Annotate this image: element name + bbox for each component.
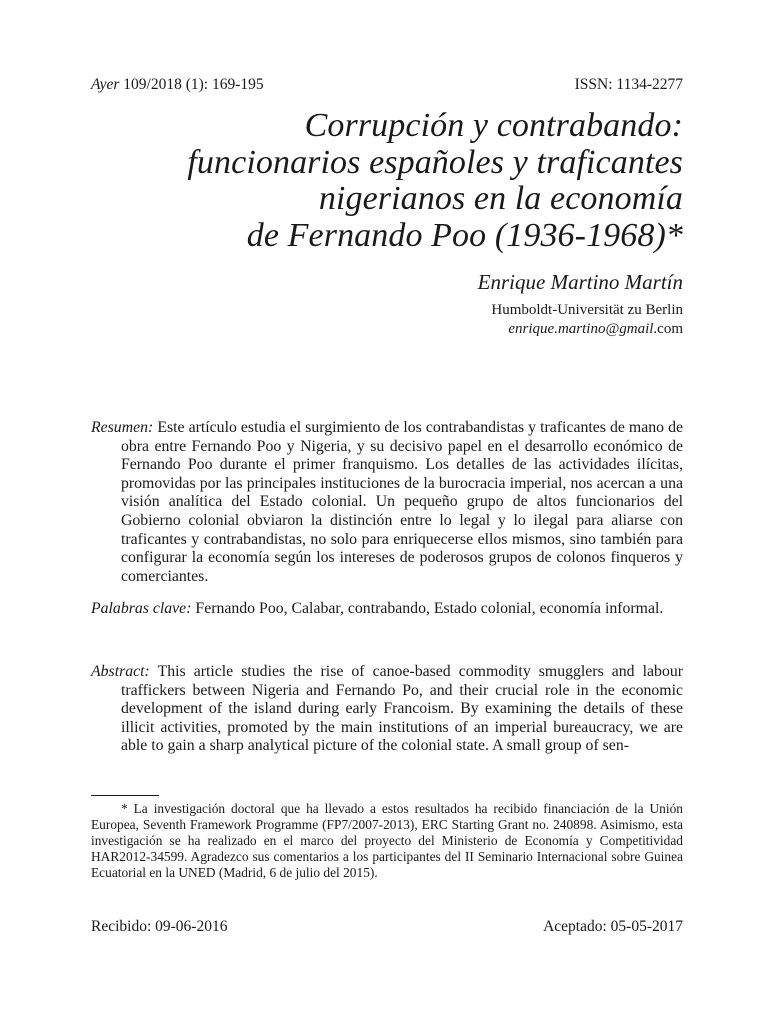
article-first-page xyxy=(91,0,683,1024)
title-line: de Fernando Poo (1936-1968)* xyxy=(246,216,683,254)
author-affiliation-block xyxy=(491,301,683,339)
resumen-section xyxy=(91,419,683,586)
keywords-paragraph xyxy=(91,600,683,619)
abstract-section xyxy=(91,663,683,756)
article-title xyxy=(91,108,683,254)
keywords-text: Fernando Poo, Calabar, contrabando, Estado colonial, economía informal. xyxy=(191,600,664,617)
journal-name: Ayer xyxy=(91,76,120,93)
author-name: Enrique Martino Martín xyxy=(477,270,683,294)
journal-citation xyxy=(91,76,264,94)
keywords-label: Palabras clave: xyxy=(91,600,192,617)
author-email[interactable] xyxy=(491,320,683,339)
abstract-text: This article studies the rise of canoe-based commodity smugglers and labour traffickers between Nigeria and Fernando Po, and their crucial role in the economic development of the island during early Francoism. By examining the details of these illicit activities, promoted by the main institutions of an imperial bureaucracy, we are able to gain a sharp analytical picture of the colonial state. A small group of sen- xyxy=(121,663,683,755)
abstract-paragraph xyxy=(91,663,683,756)
footnote-text: * La investigación doctoral que ha llevado a estos resultados ha recibido financiación de la Unión Europea, Seventh Framework Programme (FP7/2007-2013), ERC Starting Grant no. 240898. Asimismo, esta investigación se ha realizado en el marco del proyecto del Ministerio de Economía y Competitividad HAR2012-34599. Agradezco sus comentarios a los participantes del II Seminario Internacional sobre Guinea Ecuatorial en la UNED (Madrid, 6 de julio del 2015). xyxy=(91,801,683,880)
affiliation: Humboldt-Universität zu Berlin xyxy=(491,302,683,318)
title-line: Corrupción y contrabando: xyxy=(304,107,683,144)
email-domain: .com xyxy=(653,321,683,337)
keywords-section xyxy=(91,600,683,619)
accepted-date: Aceptado: 05-05-2017 xyxy=(543,918,683,935)
resumen-paragraph xyxy=(91,419,683,586)
submission-dates xyxy=(91,918,683,936)
resumen-label: Resumen: xyxy=(91,419,154,436)
received-date: Recibido: 09-06-2016 xyxy=(91,918,228,935)
abstract-label: Abstract: xyxy=(91,663,150,680)
footnote xyxy=(91,801,683,881)
footnote-divider xyxy=(91,795,159,796)
issn: ISSN: 1134-2277 xyxy=(574,76,683,93)
journal-issue: 109/2018 (1): 169-195 xyxy=(119,76,264,93)
title-line: funcionarios españoles y traficantes xyxy=(187,143,683,181)
resumen-text: Este artículo estudia el surgimiento de los contrabandistas y traficantes de mano de obra entre Fernando Poo y Nigeria, y su decisivo papel en el desarrollo económico de Fernando Poo durante el primer franquismo. Los detalles de las actividades ilícitas, promovidas por las principales instituciones de la burocracia imperial, nos acercan a una visión analítica del Estado colonial. Un pequeño grupo de altos funcionarios del Gobierno colonial obviaron la distinción entre lo legal y lo ilegal para aliarse con traficantes y contrabandistas, no solo para enriquecerse ellos mismos, sino también para configurar la economía según los intereses de poderosos grupos de colonos finqueros y comerciantes. xyxy=(121,419,683,585)
email-user: enrique.martino@gmail xyxy=(508,321,654,337)
running-head xyxy=(91,76,683,94)
title-line: nigerianos en la economía xyxy=(318,180,683,217)
